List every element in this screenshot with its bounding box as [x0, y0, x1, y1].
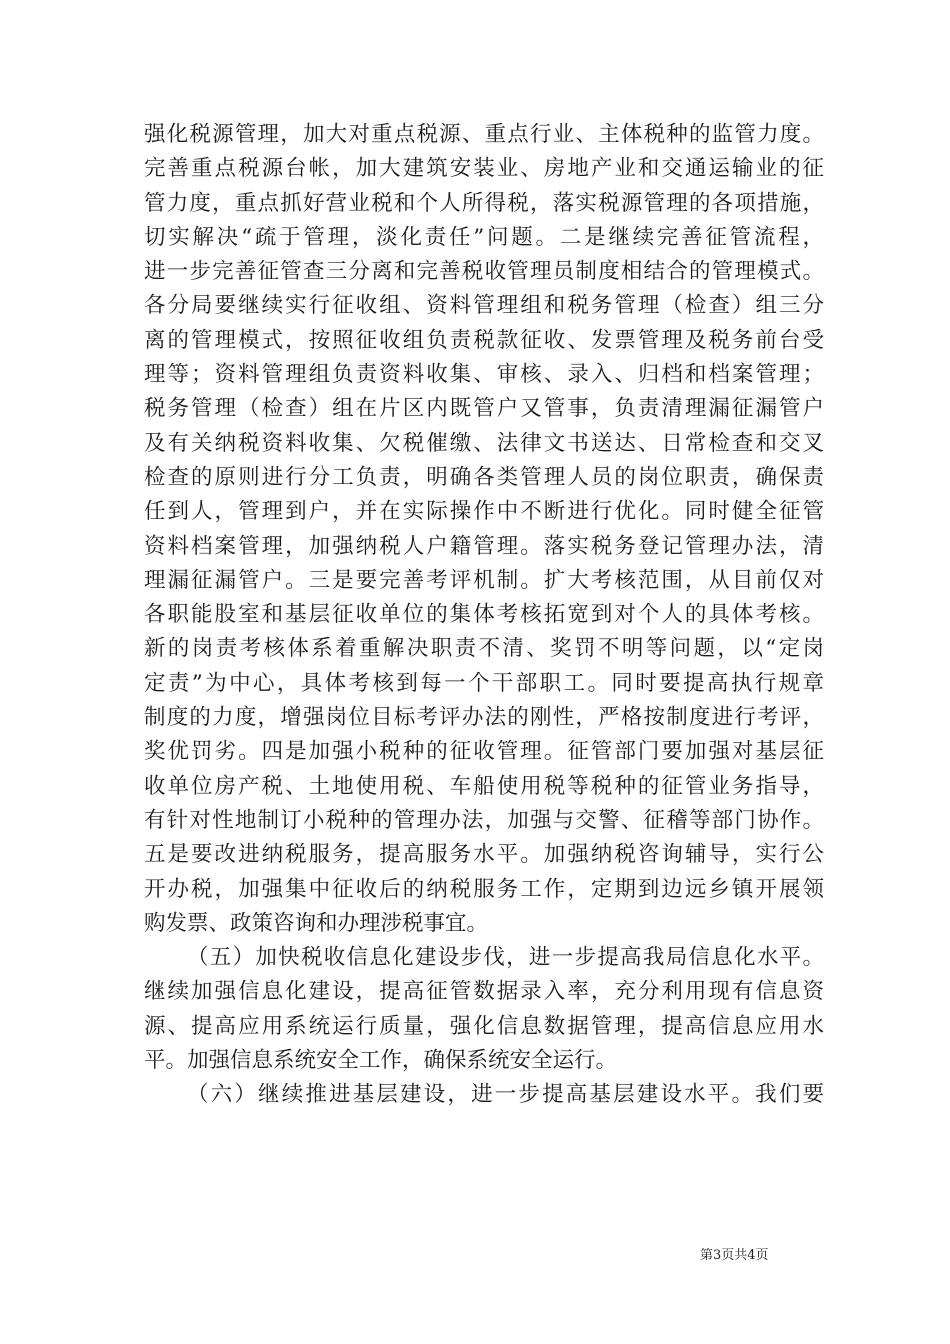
text-line: 收单位房产税、土地使用税、车船使用税等税种的征管业务指导， [144, 773, 824, 799]
text-line: （五）加快税收信息化建设步伐，进一步提高我局信息化水平。 [187, 945, 824, 971]
text-line: 五是要改进纳税服务，提高服务水平。加强纳税咨询辅导，实行公 [144, 842, 824, 868]
text-line: 资料档案管理，加强纳税人户籍管理。落实税务登记管理办法，清 [144, 533, 824, 559]
text-line: 检查的原则进行分工负责，明确各类管理人员的岗位职责，确保责 [144, 464, 824, 490]
text-line: 继续加强信息化建设，提高征管数据录入率，充分利用现有信息资 [144, 979, 824, 1005]
text-line: 完善重点税源台帐，加大建筑安装业、房地产业和交通运输业的征 [144, 156, 824, 182]
text-line: 制度的力度，增强岗位目标考评办法的刚性，严格按制度进行考评， [144, 705, 824, 731]
page-number: 第3页共4页 [700, 1248, 769, 1263]
text-line: 强化税源管理，加大对重点税源、重点行业、主体税种的监管力度。 [144, 122, 824, 147]
text-line: 及有关纳税资料收集、欠税催缴、法律文书送达、日常检查和交叉 [144, 430, 824, 456]
text-line: （六）继续推进基层建设，进一步提高基层建设水平。我们要 [187, 1082, 824, 1108]
text-line: 理漏征漏管户。三是要完善考评机制。扩大考核范围，从目前仅对 [144, 567, 824, 593]
text-line: 奖优罚劣。四是加强小税种的征收管理。征管部门要加强对基层征 [144, 739, 824, 765]
text-line: 定责”为中心，具体考核到每一个干部职工。同时要提高执行规章 [144, 670, 824, 696]
text-line: 源、提高应用系统运行质量，强化信息数据管理，提高信息应用水 [144, 1013, 824, 1039]
body-text [144, 118, 824, 1113]
text-line: 平。加强信息系统安全工作，确保系统安全运行。 [144, 1048, 618, 1074]
text-line: 管力度，重点抓好营业税和个人所得税，落实税源管理的各项措施， [144, 190, 824, 216]
text-line: 各分局要继续实行征收组、资料管理组和税务管理（检查）组三分 [144, 293, 824, 319]
text-line: 理等；资料管理组负责资料收集、审核、录入、归档和档案管理； [144, 362, 824, 388]
text-line: 切实解决“疏于管理，淡化责任”问题。二是继续完善征管流程， [144, 224, 824, 250]
text-line: 开办税，加强集中征收后的纳税服务工作，定期到边远乡镇开展领 [144, 876, 824, 902]
text-line: 各职能股室和基层征收单位的集体考核拓宽到对个人的具体考核。 [144, 602, 824, 628]
text-line: 有针对性地制订小税种的管理办法，加强与交警、征稽等部门协作。 [144, 807, 824, 833]
text-line: 税务管理（检查）组在片区内既管户又管事，负责清理漏征漏管户 [144, 396, 824, 422]
text-line: 离的管理模式，按照征收组负责税款征收、发票管理及税务前台受 [144, 327, 824, 353]
text-line: 任到人，管理到户，并在实际操作中不断进行优化。同时健全征管 [144, 499, 824, 525]
text-line: 新的岗责考核体系着重解决职责不清、奖罚不明等问题，以“定岗 [144, 636, 824, 662]
text-line: 购发票、政策咨询和办理涉税事宜。 [144, 910, 489, 936]
text-line: 进一步完善征管查三分离和完善税收管理员制度相结合的管理模式。 [144, 259, 824, 285]
